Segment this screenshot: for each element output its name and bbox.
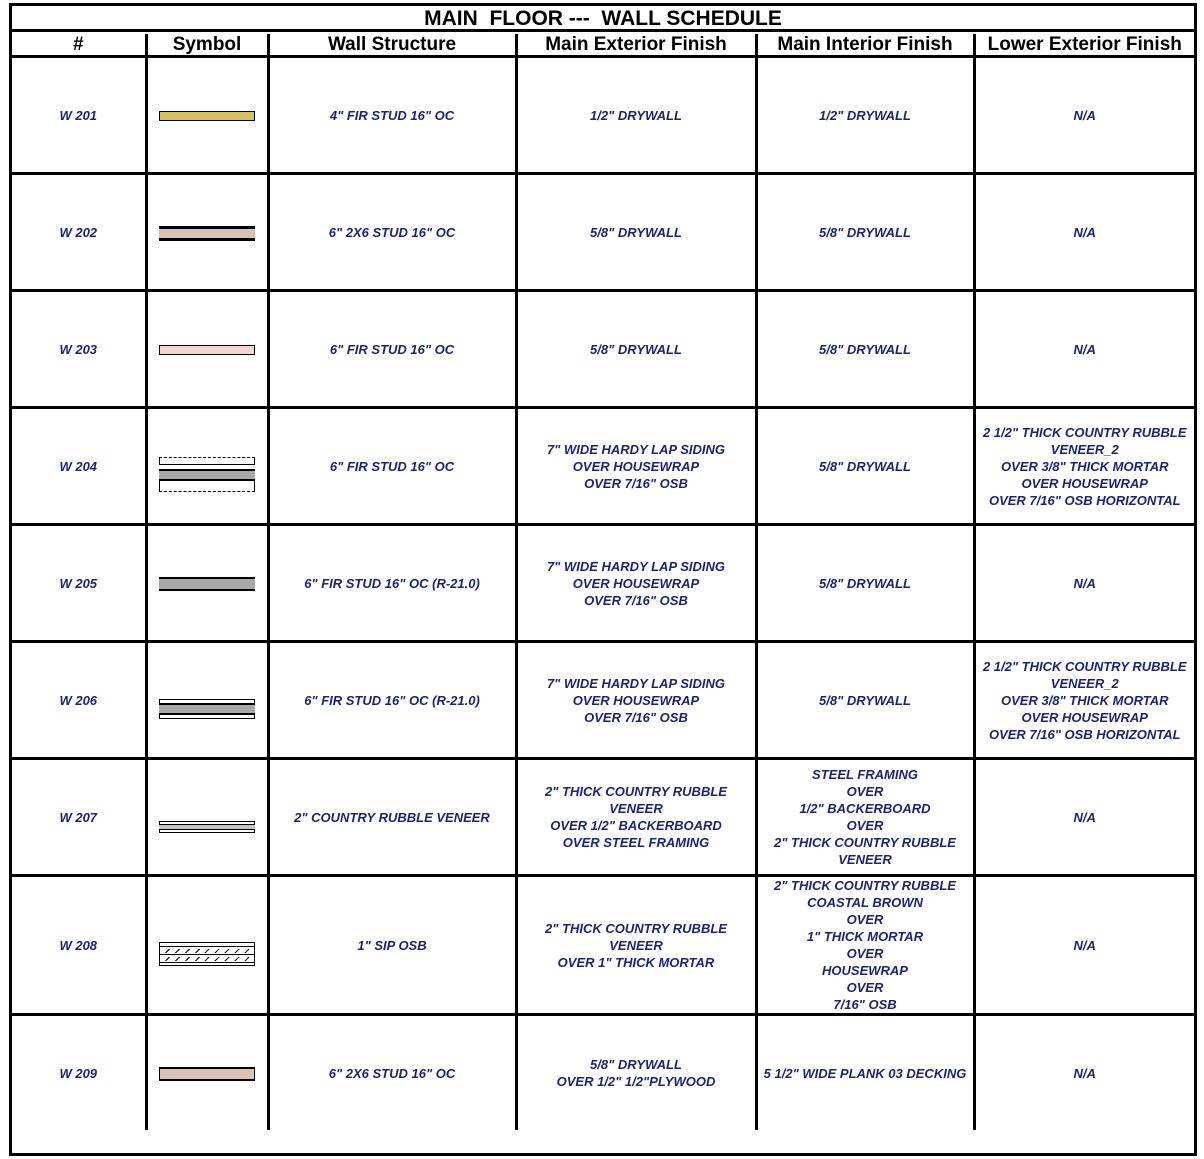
main-interior-finish: 5/8" DRYWALL	[756, 291, 974, 408]
siding-layer	[159, 457, 255, 464]
main-exterior-finish: 5/8" DRYWALL OVER 1/2" 1/2"PLYWOOD	[516, 1015, 756, 1131]
stud-layer	[159, 469, 255, 481]
sip-line	[159, 954, 255, 955]
wall-structure: 2" COUNTRY RUBBLE VENEER	[268, 759, 516, 876]
header-wall-structure: Wall Structure	[268, 34, 516, 57]
table-row	[12, 876, 1194, 1015]
table-row	[12, 408, 1194, 525]
wall-symbol-cell	[146, 408, 268, 525]
wall-symbol-cell	[146, 876, 268, 1015]
wall-id: W 206	[12, 642, 146, 759]
wall-structure: 4" FIR STUD 16" OC	[268, 57, 516, 174]
main-interior-finish: 5/8" DRYWALL	[756, 174, 974, 291]
header-main-exterior-finish: Main Exterior Finish	[516, 34, 756, 57]
schedule-title: MAIN FLOOR --- WALL SCHEDULE	[12, 6, 1194, 32]
wall-structure: 1" SIP OSB	[268, 876, 516, 1015]
table-row	[12, 174, 1194, 291]
main-interior-finish: 5/8" DRYWALL	[756, 525, 974, 642]
header-row	[12, 34, 1194, 57]
interior-layer	[159, 715, 255, 719]
wall-symbol-cell	[146, 642, 268, 759]
wall-structure: 6" FIR STUD 16" OC	[268, 291, 516, 408]
main-exterior-finish: 1/2" DRYWALL	[516, 57, 756, 174]
wall-symbol-icon	[159, 345, 255, 355]
wall-symbol-icon	[159, 577, 255, 591]
veneer-layer	[159, 481, 255, 492]
wall-id: W 203	[12, 291, 146, 408]
wall-id: W 204	[12, 408, 146, 525]
main-exterior-finish: 2" THICK COUNTRY RUBBLE VENEER OVER 1/2" BACKERBOARD OVER STEEL FRAMING	[516, 759, 756, 876]
wall-symbol-cell	[146, 1015, 268, 1131]
wall-symbol-icon	[159, 699, 255, 719]
inner-layer	[159, 830, 255, 833]
main-interior-finish: 2" THICK COUNTRY RUBBLE COASTAL BROWN OVER 1" THICK MORTAR OVER HOUSEWRAP OVER 7/16" OSB	[756, 876, 974, 1015]
wall-symbol-cell	[146, 759, 268, 876]
main-exterior-finish: 7" WIDE HARDY LAP SIDING OVER HOUSEWRAP OVER 7/16" OSB	[516, 408, 756, 525]
main-exterior-finish: 2" THICK COUNTRY RUBBLE VENEER OVER 1" THICK MORTAR	[516, 876, 756, 1015]
table-row	[12, 57, 1194, 174]
wall-structure: 6" 2X6 STUD 16" OC	[268, 1015, 516, 1131]
wall-id: W 202	[12, 174, 146, 291]
main-exterior-finish: 7" WIDE HARDY LAP SIDING OVER HOUSEWRAP OVER 7/16" OSB	[516, 642, 756, 759]
main-exterior-finish: 7" WIDE HARDY LAP SIDING OVER HOUSEWRAP OVER 7/16" OSB	[516, 525, 756, 642]
table-row	[12, 291, 1194, 408]
wall-id: W 201	[12, 57, 146, 174]
header-main-interior-finish: Main Interior Finish	[756, 34, 974, 57]
wall-structure: 6" FIR STUD 16" OC (R-21.0)	[268, 525, 516, 642]
wall-schedule-sheet	[9, 3, 1197, 1156]
wall-schedule-table	[12, 34, 1194, 1130]
wall-id: W 205	[12, 525, 146, 642]
wall-structure: 6" FIR STUD 16" OC (R-21.0)	[268, 642, 516, 759]
stud-layer	[159, 703, 255, 715]
sip-line	[159, 962, 255, 963]
sip-line	[159, 946, 255, 947]
wall-symbol-cell	[146, 57, 268, 174]
lower-exterior-finish: N/A	[974, 57, 1194, 174]
main-interior-finish: STEEL FRAMING OVER 1/2" BACKERBOARD OVER 2" THICK COUNTRY RUBBLE VENEER	[756, 759, 974, 876]
sip-hatch	[159, 949, 255, 953]
table-row	[12, 642, 1194, 759]
wall-symbol-icon	[159, 1067, 255, 1081]
lower-exterior-finish: 2 1/2" THICK COUNTRY RUBBLE VENEER_2 OVER 3/8" THICK MORTAR OVER HOUSEWRAP OVER 7/16" OSB HORIZONTAL	[974, 642, 1194, 759]
lower-exterior-finish: N/A	[974, 291, 1194, 408]
header-number: #	[12, 34, 146, 57]
lower-exterior-finish: 2 1/2" THICK COUNTRY RUBBLE VENEER_2 OVER 3/8" THICK MORTAR OVER HOUSEWRAP OVER 7/16" OSB HORIZONTAL	[974, 408, 1194, 525]
wall-structure: 6" 2X6 STUD 16" OC	[268, 174, 516, 291]
wall-symbol-cell	[146, 525, 268, 642]
wall-id: W 207	[12, 759, 146, 876]
table-row	[12, 759, 1194, 876]
main-exterior-finish: 5/8" DRYWALL	[516, 291, 756, 408]
table-row	[12, 1015, 1194, 1131]
header-symbol: Symbol	[146, 34, 268, 57]
sip-hatch	[159, 957, 255, 961]
wall-structure: 6" FIR STUD 16" OC	[268, 408, 516, 525]
main-interior-finish: 5 1/2" WIDE PLANK 03 DECKING	[756, 1015, 974, 1131]
main-interior-finish: 5/8" DRYWALL	[756, 408, 974, 525]
wall-symbol-cell	[146, 291, 268, 408]
header-lower-exterior-finish: Lower Exterior Finish	[974, 34, 1194, 57]
main-interior-finish: 1/2" DRYWALL	[756, 57, 974, 174]
wall-symbol-icon	[159, 942, 255, 966]
wall-id: W 208	[12, 876, 146, 1015]
wall-symbol-icon	[159, 457, 255, 493]
wall-id: W 209	[12, 1015, 146, 1131]
wall-symbol-icon	[159, 821, 255, 833]
wall-symbol-cell	[146, 174, 268, 291]
lower-exterior-finish: N/A	[974, 759, 1194, 876]
lower-exterior-finish: N/A	[974, 525, 1194, 642]
wall-symbol-icon	[159, 111, 255, 121]
main-exterior-finish: 5/8" DRYWALL	[516, 174, 756, 291]
main-interior-finish: 5/8" DRYWALL	[756, 642, 974, 759]
lower-exterior-finish: N/A	[974, 174, 1194, 291]
wall-symbol-icon	[159, 226, 255, 241]
lower-exterior-finish: N/A	[974, 876, 1194, 1015]
lower-exterior-finish: N/A	[974, 1015, 1194, 1131]
table-row	[12, 525, 1194, 642]
